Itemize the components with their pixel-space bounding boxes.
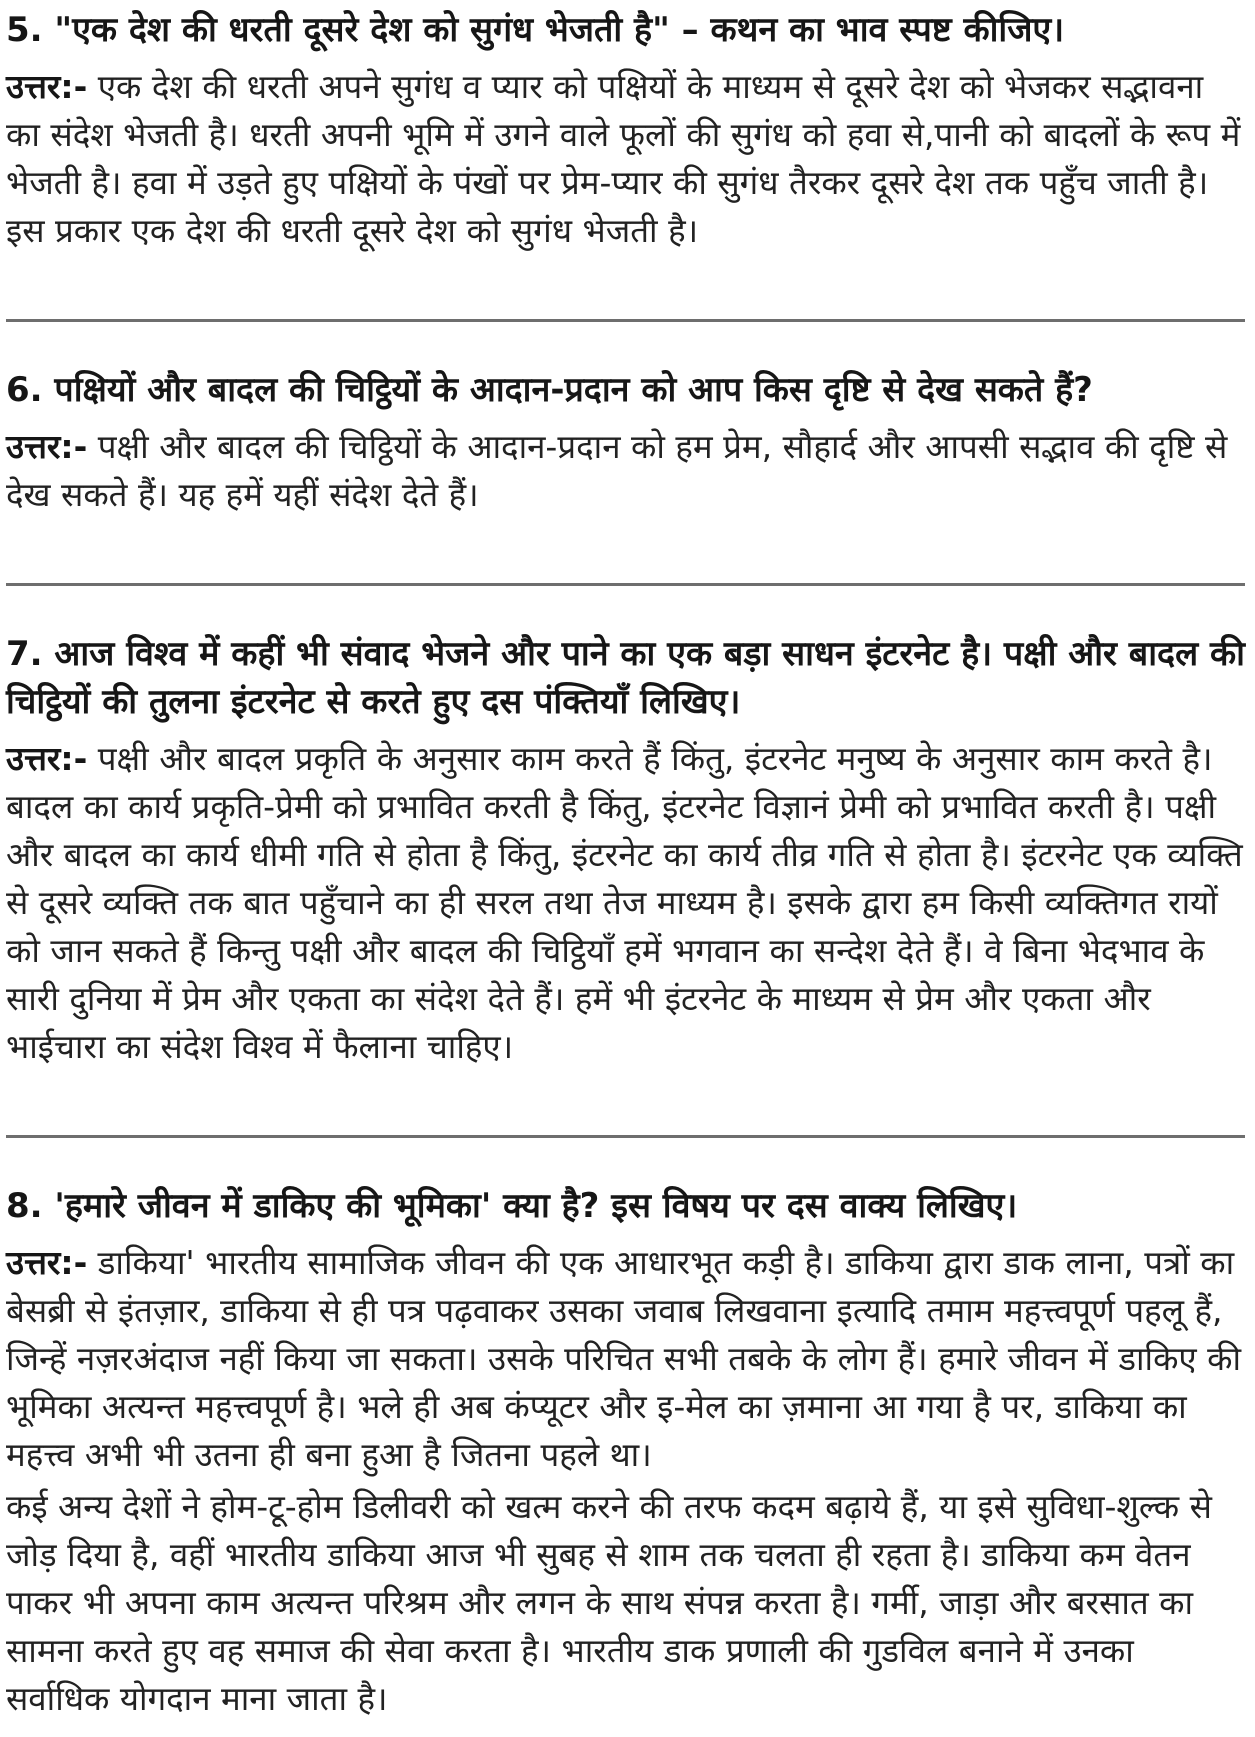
answer-label: उत्तर:-: [6, 67, 88, 106]
answer-label: उत्तर:-: [6, 427, 88, 466]
section-divider: [6, 1135, 1245, 1138]
question-heading-7: 7. आज विश्व में कहीं भी संवाद भेजने और पाने का एक बड़ा साधन इंटरनेट है। पक्षी और बादल की चिट्ठियों की तुलना इंटरनेट से करते हुए दस पंक्तियाँ लिखिए।: [6, 634, 1245, 722]
answer-text: पक्षी और बादल प्रकृति के अनुसार काम करते हैं किंतु, इंटरनेट मनुष्य के अनुसार काम करते है। बादल का कार्य प्रकृति-प्रेमी को प्रभावित करती है किंतु, इंटरनेट विज्ञानं प्रेमी को प्रभावित करती है। पक्षी और बादल का कार्य धीमी गति से होता है किंतु, इंटरनेट का कार्य तीव्र गति से होता है। इंटरनेट एक व्यक्ति से दूसरे व्यक्ति तक बात पहुँचाने का ही सरल तथा तेज माध्यम है। इसके द्वारा हम किसी व्यक्तिगत रायों को जान सकते हैं किन्तु पक्षी और बादल की चिट्ठियाँ हमें भगवान का सन्देश देते हैं। वे बिना भेदभाव के सारी दुनिया में प्रेम और एकता का संदेश देते हैं। हमें भी इंटरनेट के माध्यम से प्रेम और एकता और भाईचारा का संदेश विश्व में फैलाना चाहिए।: [6, 739, 1243, 1066]
answer-paragraph-7: [6, 735, 1245, 1071]
answer-text: डाकिया' भारतीय सामाजिक जीवन की एक आधारभूत कड़ी है। डाकिया द्वारा डाक लाना, पत्रों का बेसब्री से इंतज़ार, डाकिया से ही पत्र पढ़वाकर उसका जवाब लिखवाना इत्यादि तमाम महत्त्वपूर्ण पहलू हैं, जिन्हें नज़रअंदाज नहीं किया जा सकता। उसके परिचित सभी तबके के लोग हैं। हमारे जीवन में डाकिए की भूमिका अत्यन्त महत्त्वपूर्ण है। भले ही अब कंप्यूटर और इ-मेल का ज़माना आ गया है पर, डाकिया का महत्त्व अभी भी उतना ही बना हुआ है जितना पहले था।: [6, 1243, 1242, 1474]
qa-section-8: [6, 1182, 1245, 1723]
qa-section-7: [6, 630, 1245, 1071]
answer-paragraph-8: [6, 1239, 1245, 1479]
qa-section-5: [6, 6, 1245, 255]
answer-text: एक देश की धरती अपने सुगंध व प्यार को पक्षियों के माध्यम से दूसरे देश को भेजकर सद्भावना का संदेश भेजती है। धरती अपनी भूमि में उगने वाले फूलों की सुगंध को हवा से,पानी को बादलों के रूप में भेजती है। हवा में उड़ते हुए पक्षियों के पंखों पर प्रेम-प्यार की सुगंध तैरकर दूसरे देश तक पहुँच जाती है। इस प्रकार एक देश की धरती दूसरे देश को सुगंध भेजती है।: [6, 67, 1241, 250]
qa-section-6: [6, 366, 1245, 519]
answer-paragraph-5: [6, 63, 1245, 255]
answer-paragraph-8-continued: कई अन्य देशों ने होम-टू-होम डिलीवरी को खत्म करने की तरफ कदम बढ़ाये हैं, या इसे सुविधा-शुल्क से जोड़ दिया है, वहीं भारतीय डाकिया आज भी सुबह से शाम तक चलता ही रहता है। डाकिया कम वेतन पाकर भी अपना काम अत्यन्त परिश्रम और लगन के साथ संपन्न करता है। गर्मी, जाड़ा और बरसात का सामना करते हुए वह समाज की सेवा करता है। भारतीय डाक प्रणाली की गुडविल बनाने में उनका सर्वाधिक योगदान माना जाता है।: [6, 1487, 1212, 1718]
question-heading-5: 5. "एक देश की धरती दूसरे देश को सुगंध भेजती है" – कथन का भाव स्पष्ट कीजिए।: [6, 10, 1065, 50]
question-heading-6: 6. पक्षियों और बादल की चिट्ठियों के आदान-प्रदान को आप किस दृष्टि से देख सकते हैं?: [6, 370, 1093, 410]
answer-text: पक्षी और बादल की चिट्ठियों के आदान-प्रदान को हम प्रेम, सौहार्द और आपसी सद्भाव की दृष्टि से देख सकते हैं। यह हमें यहीं संदेश देते हैं।: [6, 427, 1228, 514]
section-divider: [6, 583, 1245, 586]
answer-paragraph-6: [6, 423, 1245, 519]
section-divider: [6, 319, 1245, 322]
question-heading-8: 8. 'हमारे जीवन में डाकिए की भूमिका' क्या है? इस विषय पर दस वाक्य लिखिए।: [6, 1186, 1018, 1226]
answer-label: उत्तर:-: [6, 739, 88, 778]
answer-label: उत्तर:-: [6, 1243, 88, 1282]
